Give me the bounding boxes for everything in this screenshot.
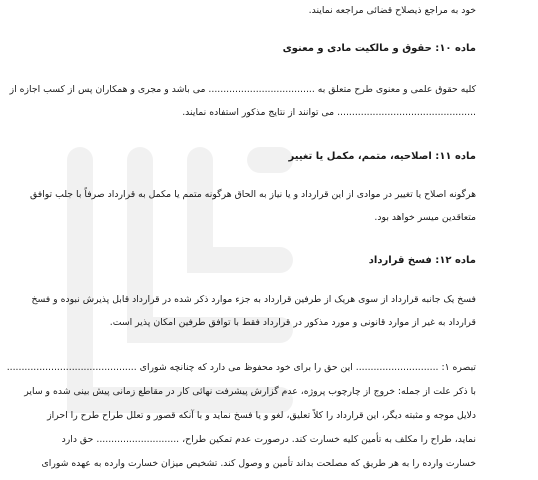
note-1-line: تبصره ۱: ............................ این حق را برای خود محفوظ می دارد که چنانچه شورای ............................................ <box>6 362 476 373</box>
article-12-line: قرارداد به غیر از موارد قانونی و مورد مذکور در قرارداد فقط با توافق طرفین امکان پذیر است. <box>109 317 476 328</box>
article-11-heading: ماده ۱۱: اصلاحیه، متمم، مکمل یا تغییر <box>288 151 476 162</box>
note-1-line: دلایل موجه و مثبته دیگر، این قرارداد را کلاً تعلیق، لغو و یا فسخ نماید و با آنکه قصور و تعلل طراح طرح را احراز <box>47 410 476 421</box>
note-1-line: نماید، طراح را مکلف به تأمین کلیه خسارت کند. درصورت عدم تمکین طراح، ............................ حق دارد <box>61 434 476 445</box>
article-11-line: متعاقدین میسر خواهد بود. <box>374 212 476 223</box>
logo-watermark-icon <box>40 100 320 460</box>
article-12-heading: ماده ۱۲: فسخ قرارداد <box>368 255 476 266</box>
article-10-heading: ماده ۱۰: حقوق و مالکیت مادی و معنوی <box>282 43 476 54</box>
article-12-line: فسخ یک جانبه قرارداد از سوی هریک از طرفین قرارداد به جزء موارد ذکر شده در قرارداد قابل پذیرش نبوده و فسخ <box>31 294 476 305</box>
article-10-line: ............................................... می توانند از نتایج مذکور استفاده نمایند. <box>182 107 476 118</box>
intro-line: خود به مراجع ذیصلاح قضائی مراجعه نمایند. <box>308 5 476 16</box>
note-1-line: با ذکر علت از جمله: خروج از چارچوب پروژه، عدم گزارش پیشرفت نهائی کار در مقاطع زمانی پیش بینی شده و سایر <box>24 386 476 397</box>
note-1-line: خسارت وارده را به هر طریق که مصلحت بداند تأمین و وصول کند. تشخیص میزان خسارت وارده به عهده شورای <box>41 458 476 469</box>
article-11-line: هرگونه اصلاح یا تغییر در موادی از این قرارداد و یا نیاز به الحاق هرگونه متمم یا مکمل به قرارداد صرفاً با جلب توافق <box>29 189 476 200</box>
article-10-line: کلیه حقوق علمی و معنوی طرح متعلق به .................................... می باشد و مجری و همکاران پس از کسب اجازه از <box>9 84 476 95</box>
